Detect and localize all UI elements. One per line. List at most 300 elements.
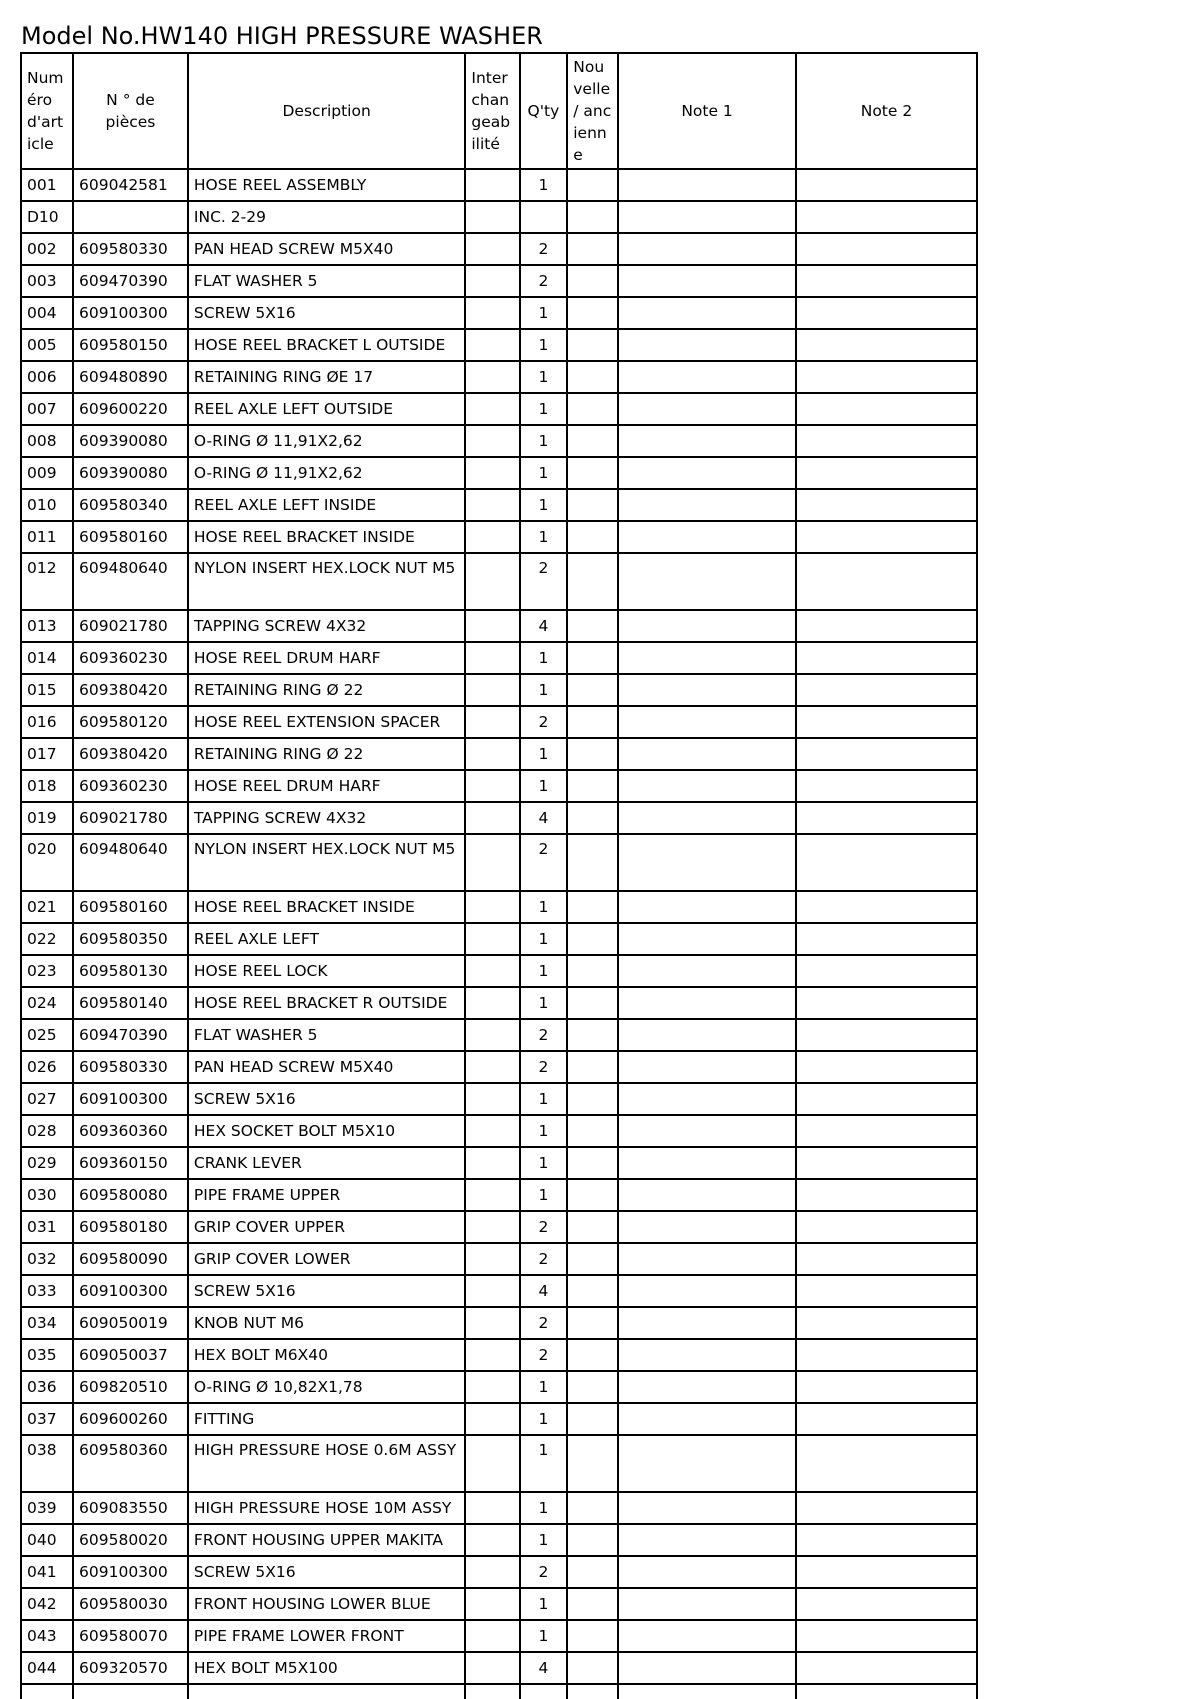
cell-part-number: 609580340 <box>73 489 188 521</box>
cell-note-1 <box>618 1371 796 1403</box>
cell-quantity: 1 <box>520 329 568 361</box>
cell-item-number: 035 <box>21 1339 73 1371</box>
cell-interchangeability <box>465 802 519 834</box>
table-row <box>21 1403 977 1435</box>
cell-part-number: 609100300 <box>73 1083 188 1115</box>
table-row <box>21 770 977 802</box>
header-note-1: Note 1 <box>618 53 796 169</box>
cell-part-number: 609580090 <box>73 1243 188 1275</box>
table-row <box>21 1051 977 1083</box>
cell-description: HOSE REEL EXTENSION SPACER <box>188 706 465 738</box>
cell-interchangeability <box>465 987 519 1019</box>
table-row <box>21 361 977 393</box>
cell-empty <box>796 1684 977 1699</box>
cell-new-old <box>567 329 618 361</box>
table-row <box>21 553 977 610</box>
cell-part-number: 609580080 <box>73 1179 188 1211</box>
cell-note-1 <box>618 674 796 706</box>
cell-note-2 <box>796 610 977 642</box>
table-row <box>21 674 977 706</box>
table-row <box>21 1524 977 1556</box>
cell-item-number: 038 <box>21 1435 73 1492</box>
cell-item-number: 005 <box>21 329 73 361</box>
cell-part-number: 609580140 <box>73 987 188 1019</box>
cell-part-number: 609580070 <box>73 1620 188 1652</box>
cell-quantity: 1 <box>520 457 568 489</box>
table-row <box>21 610 977 642</box>
cell-note-2 <box>796 1179 977 1211</box>
cell-part-number: 609600260 <box>73 1403 188 1435</box>
cell-description: FLAT WASHER 5 <box>188 1019 465 1051</box>
cell-quantity: 1 <box>520 393 568 425</box>
cell-note-1 <box>618 1275 796 1307</box>
cell-quantity: 2 <box>520 1243 568 1275</box>
cell-note-2 <box>796 1243 977 1275</box>
cell-note-2 <box>796 802 977 834</box>
cell-description: HOSE REEL BRACKET INSIDE <box>188 521 465 553</box>
cell-description: SCREW 5X16 <box>188 297 465 329</box>
cell-new-old <box>567 955 618 987</box>
cell-interchangeability <box>465 297 519 329</box>
table-row <box>21 1556 977 1588</box>
cell-quantity: 4 <box>520 1275 568 1307</box>
cell-description: HOSE REEL BRACKET R OUTSIDE <box>188 987 465 1019</box>
cell-item-number: 043 <box>21 1620 73 1652</box>
cell-note-2 <box>796 1307 977 1339</box>
table-row <box>21 1115 977 1147</box>
cell-note-2 <box>796 1339 977 1371</box>
cell-quantity: 1 <box>520 738 568 770</box>
cell-new-old <box>567 1524 618 1556</box>
cell-item-number: 015 <box>21 674 73 706</box>
cell-note-1 <box>618 1492 796 1524</box>
cell-empty <box>618 1684 796 1699</box>
cell-item-number: 028 <box>21 1115 73 1147</box>
table-row <box>21 1243 977 1275</box>
cell-note-1 <box>618 891 796 923</box>
table-row <box>21 955 977 987</box>
cell-new-old <box>567 1211 618 1243</box>
cell-interchangeability <box>465 425 519 457</box>
cell-interchangeability <box>465 834 519 891</box>
cell-item-number: 009 <box>21 457 73 489</box>
cell-note-1 <box>618 1435 796 1492</box>
cell-item-number: 016 <box>21 706 73 738</box>
cell-note-2 <box>796 1588 977 1620</box>
table-row <box>21 201 977 233</box>
cell-part-number: 609580360 <box>73 1435 188 1492</box>
cell-empty <box>520 1684 568 1699</box>
cell-note-2 <box>796 770 977 802</box>
table-row <box>21 457 977 489</box>
table-row <box>21 233 977 265</box>
table-header-row <box>21 53 977 169</box>
cell-note-1 <box>618 923 796 955</box>
table-row <box>21 1211 977 1243</box>
cell-empty <box>188 1684 465 1699</box>
cell-item-number: 014 <box>21 642 73 674</box>
cell-interchangeability <box>465 1435 519 1492</box>
cell-quantity: 2 <box>520 233 568 265</box>
cell-description: RETAINING RING Ø 22 <box>188 738 465 770</box>
cell-note-2 <box>796 1115 977 1147</box>
header-description: Description <box>188 53 465 169</box>
cell-new-old <box>567 1051 618 1083</box>
cell-part-number: 609580030 <box>73 1588 188 1620</box>
table-row <box>21 1620 977 1652</box>
cell-note-1 <box>618 610 796 642</box>
cell-new-old <box>567 891 618 923</box>
table-row <box>21 1339 977 1371</box>
cell-item-number: 018 <box>21 770 73 802</box>
cell-part-number: 609580180 <box>73 1211 188 1243</box>
cell-quantity: 4 <box>520 1652 568 1684</box>
cell-item-number: 034 <box>21 1307 73 1339</box>
cell-note-2 <box>796 1524 977 1556</box>
cell-new-old <box>567 674 618 706</box>
cell-description: O-RING Ø 11,91X2,62 <box>188 457 465 489</box>
cell-note-1 <box>618 1403 796 1435</box>
cell-part-number: 609100300 <box>73 297 188 329</box>
table-row <box>21 891 977 923</box>
table-row <box>21 1019 977 1051</box>
cell-new-old <box>567 738 618 770</box>
cell-new-old <box>567 642 618 674</box>
cell-item-number: 011 <box>21 521 73 553</box>
cell-item-number: 044 <box>21 1652 73 1684</box>
cell-item-number: 033 <box>21 1275 73 1307</box>
cell-note-2 <box>796 1083 977 1115</box>
cell-new-old <box>567 1339 618 1371</box>
cell-quantity: 1 <box>520 297 568 329</box>
cell-quantity: 1 <box>520 1620 568 1652</box>
cell-description: REEL AXLE LEFT <box>188 923 465 955</box>
cell-description: TAPPING SCREW 4X32 <box>188 802 465 834</box>
cell-note-2 <box>796 987 977 1019</box>
cell-new-old <box>567 802 618 834</box>
cell-part-number: 609380420 <box>73 738 188 770</box>
cell-note-1 <box>618 1179 796 1211</box>
cell-interchangeability <box>465 674 519 706</box>
table-row <box>21 802 977 834</box>
cell-interchangeability <box>465 955 519 987</box>
cell-new-old <box>567 1588 618 1620</box>
cell-quantity: 1 <box>520 1115 568 1147</box>
cell-description: KNOB NUT M6 <box>188 1307 465 1339</box>
cell-note-2 <box>796 329 977 361</box>
cell-note-2 <box>796 1435 977 1492</box>
cell-interchangeability <box>465 1179 519 1211</box>
cell-interchangeability <box>465 1371 519 1403</box>
cell-new-old <box>567 1435 618 1492</box>
cell-description: FITTING <box>188 1403 465 1435</box>
cell-part-number: 609050019 <box>73 1307 188 1339</box>
cell-quantity: 1 <box>520 923 568 955</box>
cell-note-2 <box>796 1620 977 1652</box>
cell-note-1 <box>618 834 796 891</box>
cell-interchangeability <box>465 1211 519 1243</box>
table-row <box>21 393 977 425</box>
cell-new-old <box>567 553 618 610</box>
cell-part-number: 609580160 <box>73 521 188 553</box>
cell-interchangeability <box>465 1652 519 1684</box>
cell-part-number: 609042581 <box>73 169 188 201</box>
cell-item-number: 017 <box>21 738 73 770</box>
cell-quantity: 1 <box>520 987 568 1019</box>
cell-note-1 <box>618 297 796 329</box>
cell-new-old <box>567 1083 618 1115</box>
cell-description: CRANK LEVER <box>188 1147 465 1179</box>
cell-quantity: 1 <box>520 361 568 393</box>
cell-note-1 <box>618 1556 796 1588</box>
cell-new-old <box>567 1620 618 1652</box>
cell-item-number: 039 <box>21 1492 73 1524</box>
cell-part-number: 609320570 <box>73 1652 188 1684</box>
cell-note-2 <box>796 201 977 233</box>
cell-note-1 <box>618 1147 796 1179</box>
cell-new-old <box>567 1115 618 1147</box>
cell-interchangeability <box>465 169 519 201</box>
cell-interchangeability <box>465 1620 519 1652</box>
cell-description: REEL AXLE LEFT INSIDE <box>188 489 465 521</box>
cell-item-number: 013 <box>21 610 73 642</box>
cell-note-2 <box>796 553 977 610</box>
table-row <box>21 265 977 297</box>
table-row <box>21 329 977 361</box>
table-row <box>21 1652 977 1684</box>
cell-empty <box>73 1684 188 1699</box>
cell-interchangeability <box>465 265 519 297</box>
cell-note-1 <box>618 1083 796 1115</box>
cell-part-number: 609360230 <box>73 642 188 674</box>
cell-description: FRONT HOUSING LOWER BLUE <box>188 1588 465 1620</box>
cell-item-number: D10 <box>21 201 73 233</box>
cell-part-number: 609480640 <box>73 553 188 610</box>
cell-interchangeability <box>465 361 519 393</box>
cell-item-number: 040 <box>21 1524 73 1556</box>
cell-note-2 <box>796 674 977 706</box>
cell-quantity: 1 <box>520 1435 568 1492</box>
cell-part-number: 609380420 <box>73 674 188 706</box>
cell-quantity: 1 <box>520 169 568 201</box>
cell-note-2 <box>796 1211 977 1243</box>
cell-description: HOSE REEL DRUM HARF <box>188 642 465 674</box>
cell-item-number: 001 <box>21 169 73 201</box>
cell-new-old <box>567 610 618 642</box>
cell-item-number: 021 <box>21 891 73 923</box>
cell-interchangeability <box>465 1307 519 1339</box>
cell-description: REEL AXLE LEFT OUTSIDE <box>188 393 465 425</box>
cell-description: O-RING Ø 10,82X1,78 <box>188 1371 465 1403</box>
cell-interchangeability <box>465 457 519 489</box>
cell-item-number: 008 <box>21 425 73 457</box>
cell-note-2 <box>796 457 977 489</box>
cell-quantity: 2 <box>520 834 568 891</box>
cell-quantity: 1 <box>520 489 568 521</box>
cell-description: HOSE REEL BRACKET L OUTSIDE <box>188 329 465 361</box>
cell-quantity: 1 <box>520 1083 568 1115</box>
cell-part-number: 609470390 <box>73 1019 188 1051</box>
cell-item-number: 031 <box>21 1211 73 1243</box>
cell-quantity: 1 <box>520 674 568 706</box>
cell-quantity: 2 <box>520 1019 568 1051</box>
table-row <box>21 1371 977 1403</box>
cell-item-number: 027 <box>21 1083 73 1115</box>
cell-quantity: 2 <box>520 1211 568 1243</box>
table-row <box>21 738 977 770</box>
cell-item-number: 022 <box>21 923 73 955</box>
table-row <box>21 1435 977 1492</box>
cell-new-old <box>567 1371 618 1403</box>
cell-part-number: 609021780 <box>73 802 188 834</box>
cell-note-1 <box>618 1115 796 1147</box>
cell-interchangeability <box>465 1403 519 1435</box>
cell-interchangeability <box>465 1588 519 1620</box>
cell-interchangeability <box>465 553 519 610</box>
cell-note-2 <box>796 642 977 674</box>
cell-note-2 <box>796 891 977 923</box>
cell-note-1 <box>618 265 796 297</box>
cell-new-old <box>567 923 618 955</box>
cell-quantity: 1 <box>520 1588 568 1620</box>
header-part-number: N ° de pièces <box>73 53 188 169</box>
cell-description: HEX BOLT M5X100 <box>188 1652 465 1684</box>
cell-note-2 <box>796 169 977 201</box>
cell-part-number: 609360150 <box>73 1147 188 1179</box>
cell-note-1 <box>618 1307 796 1339</box>
cell-note-1 <box>618 1211 796 1243</box>
table-row <box>21 834 977 891</box>
cell-new-old <box>567 1652 618 1684</box>
cell-new-old <box>567 1147 618 1179</box>
cell-description: SCREW 5X16 <box>188 1275 465 1307</box>
cell-part-number: 609580330 <box>73 1051 188 1083</box>
cell-quantity: 1 <box>520 425 568 457</box>
cell-note-1 <box>618 169 796 201</box>
cell-note-2 <box>796 706 977 738</box>
cell-item-number: 042 <box>21 1588 73 1620</box>
cell-part-number: 609580130 <box>73 955 188 987</box>
cell-note-1 <box>618 489 796 521</box>
cell-note-2 <box>796 1652 977 1684</box>
cell-interchangeability <box>465 1492 519 1524</box>
parts-table <box>20 52 978 1699</box>
cell-part-number: 609050037 <box>73 1339 188 1371</box>
cell-new-old <box>567 233 618 265</box>
table-row <box>21 425 977 457</box>
cell-part-number: 609580160 <box>73 891 188 923</box>
cell-note-2 <box>796 1051 977 1083</box>
cell-part-number: 609390080 <box>73 425 188 457</box>
cell-description: SCREW 5X16 <box>188 1556 465 1588</box>
cell-new-old <box>567 265 618 297</box>
cell-note-1 <box>618 642 796 674</box>
cell-item-number: 025 <box>21 1019 73 1051</box>
cell-note-1 <box>618 738 796 770</box>
cell-description: RETAINING RING ØE 17 <box>188 361 465 393</box>
cell-interchangeability <box>465 1556 519 1588</box>
cell-note-2 <box>796 265 977 297</box>
cell-note-1 <box>618 457 796 489</box>
cell-new-old <box>567 393 618 425</box>
cell-note-1 <box>618 1339 796 1371</box>
cell-note-2 <box>796 393 977 425</box>
cell-new-old <box>567 1556 618 1588</box>
cell-note-2 <box>796 1275 977 1307</box>
cell-new-old <box>567 1403 618 1435</box>
cell-note-1 <box>618 1019 796 1051</box>
cell-note-1 <box>618 1588 796 1620</box>
cell-description: HOSE REEL DRUM HARF <box>188 770 465 802</box>
cell-description: HIGH PRESSURE HOSE 0.6M ASSY <box>188 1435 465 1492</box>
cell-quantity: 2 <box>520 265 568 297</box>
cell-item-number: 037 <box>21 1403 73 1435</box>
cell-item-number: 026 <box>21 1051 73 1083</box>
cell-new-old <box>567 297 618 329</box>
cell-quantity: 1 <box>520 770 568 802</box>
cell-item-number: 024 <box>21 987 73 1019</box>
cell-part-number: 609100300 <box>73 1556 188 1588</box>
cell-quantity: 1 <box>520 1147 568 1179</box>
table-row <box>21 923 977 955</box>
cell-description: HOSE REEL LOCK <box>188 955 465 987</box>
cell-interchangeability <box>465 1115 519 1147</box>
cell-item-number: 012 <box>21 553 73 610</box>
cell-note-1 <box>618 521 796 553</box>
cell-item-number: 029 <box>21 1147 73 1179</box>
cell-description: O-RING Ø 11,91X2,62 <box>188 425 465 457</box>
cell-interchangeability <box>465 738 519 770</box>
cell-note-1 <box>618 770 796 802</box>
cell-part-number: 609470390 <box>73 265 188 297</box>
cell-interchangeability <box>465 201 519 233</box>
cell-item-number: 007 <box>21 393 73 425</box>
cell-note-2 <box>796 1403 977 1435</box>
header-note-2: Note 2 <box>796 53 977 169</box>
cell-new-old <box>567 361 618 393</box>
header-new-old: Nouvelle / ancienne <box>567 53 618 169</box>
cell-description: NYLON INSERT HEX.LOCK NUT M5 <box>188 553 465 610</box>
table-row-cutoff <box>21 1684 977 1699</box>
cell-item-number: 032 <box>21 1243 73 1275</box>
cell-part-number <box>73 201 188 233</box>
cell-part-number: 609580120 <box>73 706 188 738</box>
cell-interchangeability <box>465 1339 519 1371</box>
cell-quantity: 1 <box>520 1524 568 1556</box>
cell-note-1 <box>618 1652 796 1684</box>
table-row <box>21 1083 977 1115</box>
cell-item-number: 041 <box>21 1556 73 1588</box>
cell-part-number: 609083550 <box>73 1492 188 1524</box>
cell-quantity: 1 <box>520 955 568 987</box>
cell-note-1 <box>618 329 796 361</box>
cell-description: SCREW 5X16 <box>188 1083 465 1115</box>
table-row <box>21 1179 977 1211</box>
cell-new-old <box>567 201 618 233</box>
cell-part-number: 609580350 <box>73 923 188 955</box>
cell-part-number: 609021780 <box>73 610 188 642</box>
cell-quantity: 1 <box>520 1179 568 1211</box>
cell-quantity: 1 <box>520 1371 568 1403</box>
cell-interchangeability <box>465 1243 519 1275</box>
cell-note-1 <box>618 553 796 610</box>
cell-part-number: 609580150 <box>73 329 188 361</box>
header-item-number: Numéro d'article <box>21 53 73 169</box>
cell-part-number: 609820510 <box>73 1371 188 1403</box>
cell-note-2 <box>796 521 977 553</box>
cell-interchangeability <box>465 393 519 425</box>
cell-note-2 <box>796 955 977 987</box>
